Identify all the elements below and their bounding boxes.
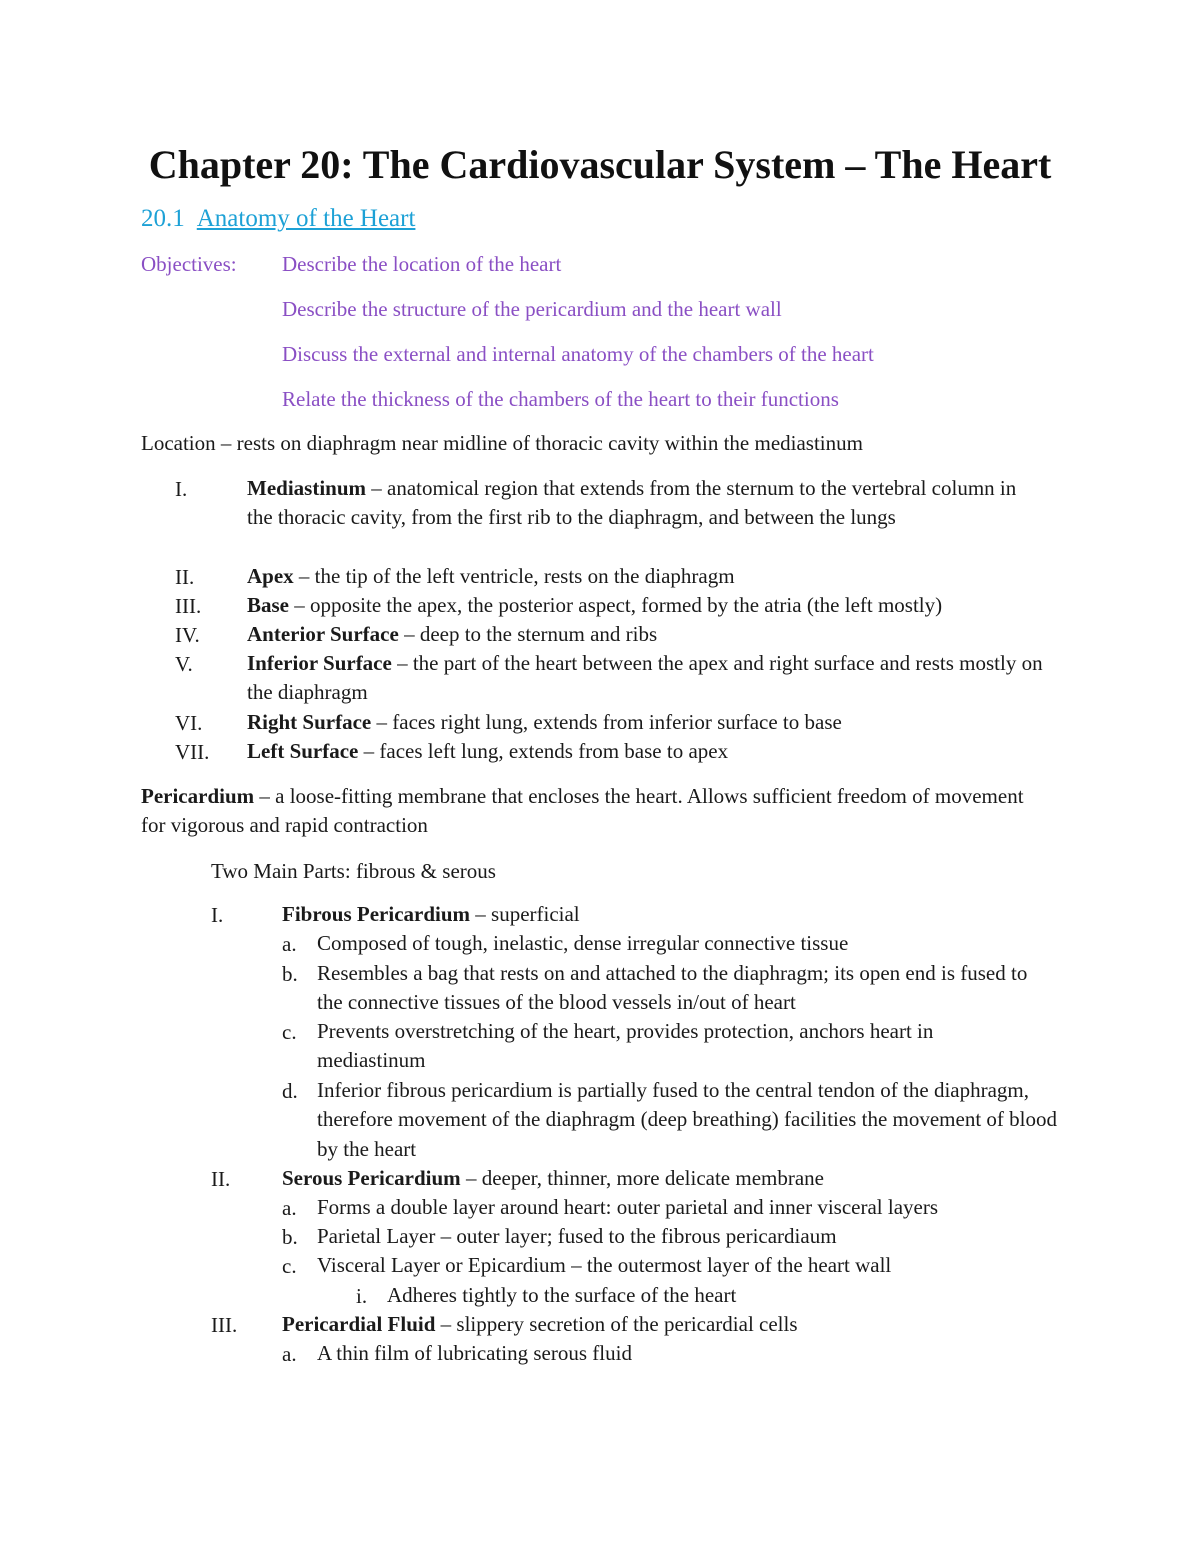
sub-item-text: Resembles a bag that rests on and attached to the diaphragm; its open end is fused to the connective tissues of the blood vessels in/out of heart	[317, 961, 1028, 1015]
list-item-text	[247, 591, 1067, 620]
term: Right Surface	[247, 710, 372, 734]
list-numeral: II.	[175, 565, 195, 589]
objective-item: Describe the location of the heart	[282, 252, 562, 276]
term: Inferior Surface	[247, 651, 392, 675]
list-item-text	[247, 562, 1047, 591]
sub-letter: c.	[282, 1254, 297, 1278]
definition: – anatomical region that extends from the sternum to the vertebral column in the thoracic cavity, from the first rib to the diaphragm, and between the lungs	[247, 476, 1017, 530]
sub-letter: b.	[282, 962, 298, 986]
section-number: 20.1	[141, 205, 185, 232]
definition: – faces right lung, extends from inferior surface to base	[371, 710, 842, 734]
sub-letter: b.	[282, 1225, 298, 1249]
term: Pericardium	[141, 784, 255, 808]
sub-item-text: A thin film of lubricating serous fluid	[317, 1341, 632, 1365]
sub-item-text: Adheres tightly to the surface of the heart	[387, 1283, 737, 1307]
definition: – deep to the sternum and ribs	[398, 622, 658, 646]
list-numeral: I.	[211, 903, 224, 927]
term: Apex	[247, 564, 294, 588]
list-item-text	[247, 620, 1047, 649]
definition: – superficial	[470, 902, 580, 926]
sub-letter: a.	[282, 1196, 297, 1220]
sub-item-text: Prevents overstretching of the heart, provides protection, anchors heart in mediastinum	[317, 1019, 934, 1073]
location-text: Location – rests on diaphragm near midline of thoracic cavity within the mediastinum	[141, 431, 863, 455]
list-numeral: II.	[211, 1167, 231, 1191]
sub-letter: c.	[282, 1020, 297, 1044]
list-item-text	[247, 474, 1047, 533]
list-item-text	[247, 708, 1047, 737]
list-numeral: I.	[175, 477, 188, 501]
list-numeral: V.	[175, 652, 193, 676]
list-item-text	[282, 1164, 1042, 1193]
definition: – opposite the apex, the posterior aspect, formed by the atria (the left mostly)	[289, 593, 943, 617]
list-numeral: VII.	[175, 740, 210, 764]
list-numeral: IV.	[175, 623, 200, 647]
list-item-text	[247, 737, 1047, 766]
term: Anterior Surface	[247, 622, 399, 646]
sub-item-text: Composed of tough, inelastic, dense irregular connective tissue	[317, 931, 849, 955]
term: Left Surface	[247, 739, 359, 763]
sub-item-text: Forms a double layer around heart: outer parietal and inner visceral layers	[317, 1195, 939, 1219]
two-main-parts: Two Main Parts: fibrous & serous	[211, 859, 496, 883]
objectives-label: Objectives:	[141, 252, 237, 276]
term: Pericardial Fluid	[282, 1312, 436, 1336]
sub-letter: d.	[282, 1079, 298, 1103]
list-item-text	[247, 649, 1047, 708]
term: Mediastinum	[247, 476, 367, 500]
sub-letter: a.	[282, 932, 297, 956]
definition: – the tip of the left ventricle, rests on the diaphragm	[293, 564, 735, 588]
definition: – slippery secretion of the pericardial cells	[435, 1312, 798, 1336]
sub-item-text: Parietal Layer – outer layer; fused to the fibrous pericardiaum	[317, 1224, 837, 1248]
sub-item-text: Inferior fibrous pericardium is partially fused to the central tendon of the diaphragm, therefore movement of the diaphragm (deep breathing) facilities the movement of blood by the heart	[317, 1078, 1057, 1161]
page-title: Chapter 20: The Cardiovascular System – The Heart	[148, 142, 1052, 187]
term: Base	[247, 593, 289, 617]
section-heading	[141, 202, 415, 236]
definition: – faces left lung, extends from base to apex	[358, 739, 729, 763]
sub-item-text: Visceral Layer or Epicardium – the outermost layer of the heart wall	[317, 1253, 892, 1277]
definition: – the part of the heart between the apex and right surface and rests mostly on the diaphragm	[247, 651, 1043, 705]
objective-item: Describe the structure of the pericardium and the heart wall	[282, 297, 782, 321]
list-numeral: VI.	[175, 711, 203, 735]
objective-item: Discuss the external and internal anatomy of the chambers of the heart	[282, 342, 874, 366]
list-numeral: III.	[211, 1313, 238, 1337]
objective-item: Relate the thickness of the chambers of the heart to their functions	[282, 387, 839, 411]
list-item-text	[282, 1310, 1042, 1339]
list-item-text	[282, 900, 1042, 929]
sub-letter: a.	[282, 1342, 297, 1366]
sub-letter: i.	[356, 1284, 368, 1308]
definition: – deeper, thinner, more delicate membrane	[460, 1166, 825, 1190]
term: Serous Pericardium	[282, 1166, 461, 1190]
pericardium-paragraph	[141, 782, 1041, 841]
list-numeral: III.	[175, 594, 202, 618]
definition: – a loose-fitting membrane that encloses the heart. Allows sufficient freedom of movement for vigorous and rapid contraction	[141, 784, 1024, 838]
term: Fibrous Pericardium	[282, 902, 471, 926]
section-link[interactable]: Anatomy of the Heart	[196, 205, 416, 232]
